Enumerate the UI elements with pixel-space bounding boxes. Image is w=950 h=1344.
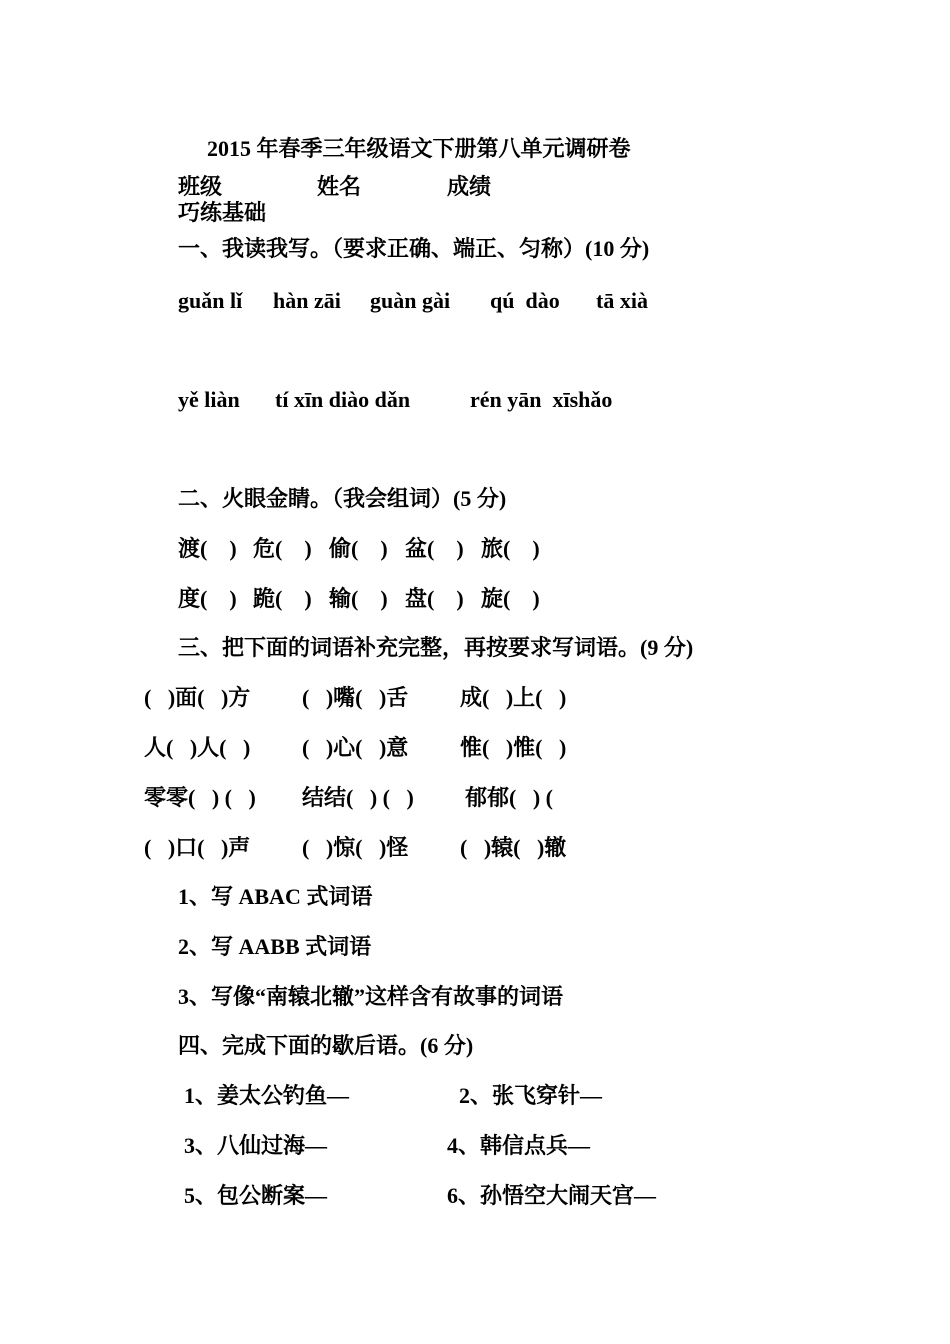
word-group-item: 危( ) (253, 536, 312, 561)
word-group-item: 度( ) (178, 586, 237, 611)
pinyin-item: yě liàn (178, 387, 240, 412)
pinyin-item: rén yān xīshǎo (470, 387, 613, 412)
pinyin-item: qú dào (490, 288, 560, 313)
xiehouyu-item: 1、姜太公钓鱼— (184, 1083, 350, 1108)
section3-task: 1、写 ABAC 式词语 (178, 884, 373, 909)
word-group-item: 渡( ) (178, 536, 237, 561)
class-label: 班级 (178, 174, 223, 199)
word-group-item: 旋( ) (481, 586, 540, 611)
pinyin-item: tí xīn diào dǎn (275, 387, 411, 412)
name-label: 姓名 (317, 174, 362, 199)
word-group-item: 输( ) (329, 586, 388, 611)
word-group-item: 旅( ) (481, 536, 540, 561)
section4-heading: 四、完成下面的歇后语。(6 分) (178, 1033, 474, 1058)
xiehouyu-item: 5、包公断案— (184, 1183, 328, 1208)
xiehouyu-item: 3、八仙过海— (184, 1133, 328, 1158)
idiom-blank: 郁郁( ) ( (465, 785, 553, 810)
idiom-blank: 结结( ) ( ) (302, 785, 414, 810)
word-group-item: 盘( ) (405, 586, 464, 611)
section3-task: 3、写像“南辕北辙”这样含有故事的词语 (178, 984, 564, 1009)
xiehouyu-item: 2、张飞穿针— (459, 1083, 603, 1108)
idiom-blank: ( )辕( )辙 (460, 835, 567, 860)
pinyin-item: tā xià (596, 288, 648, 313)
idiom-blank: ( )心( )意 (302, 735, 409, 760)
idiom-blank: ( )面( )方 (144, 685, 251, 710)
pinyin-item: guǎn lǐ (178, 288, 243, 313)
idiom-blank: ( )口( )声 (144, 835, 251, 860)
idiom-blank: 成( )上( ) (460, 685, 567, 710)
word-group-item: 跪( ) (253, 586, 312, 611)
doc-title: 2015 年春季三年级语文下册第八单元调研卷 (207, 136, 631, 161)
word-group-item: 盆( ) (405, 536, 464, 561)
section3-heading: 三、把下面的词语补充完整，再按要求写词语。(9 分) (178, 635, 694, 660)
idiom-blank: 人( )人( ) (144, 735, 251, 760)
xiehouyu-item: 4、韩信点兵— (447, 1133, 591, 1158)
xiehouyu-item: 6、孙悟空大闹天宫— (447, 1183, 657, 1208)
pinyin-item: guàn gài (370, 288, 451, 313)
idiom-blank: 零零( ) ( ) (144, 785, 256, 810)
section1-heading: 一、我读我写。（要求正确、端正、匀称）(10 分) (178, 236, 650, 261)
idiom-blank: 惟( )惟( ) (460, 735, 567, 760)
pinyin-item: hàn zāi (273, 288, 341, 313)
subtitle: 巧练基础 (178, 200, 267, 225)
idiom-blank: ( )惊( )怪 (302, 835, 409, 860)
score-label: 成绩 (447, 174, 492, 199)
section2-heading: 二、火眼金睛。（我会组词）(5 分) (178, 486, 507, 511)
section3-task: 2、写 AABB 式词语 (178, 934, 372, 959)
word-group-item: 偷( ) (329, 536, 388, 561)
idiom-blank: ( )嘴( )舌 (302, 685, 409, 710)
